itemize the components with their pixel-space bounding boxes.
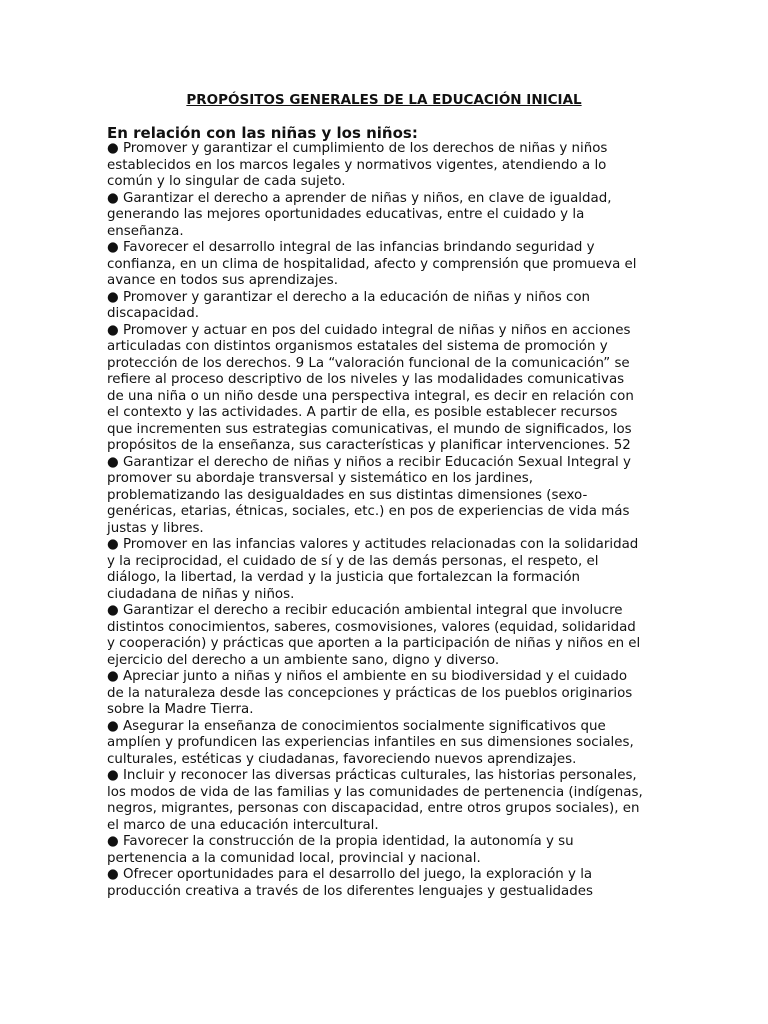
body-line: propósitos de la enseñanza, sus características y planificar intervenciones. 52 xyxy=(107,438,631,453)
body-line: problematizando las desigualdades en sus distintas dimensiones (sexo- xyxy=(107,487,588,503)
body-line: culturales, estéticas y ciudadanas, favoreciendo nuevos aprendizajes. xyxy=(107,751,577,767)
body-line: ● Promover y garantizar el cumplimiento de los derechos de niñas y niños xyxy=(107,141,608,156)
body-line: ● Favorecer el desarrollo integral de las infancias brindando seguridad y xyxy=(107,240,595,255)
body-line: producción creativa a través de los diferentes lenguajes y gestualidades xyxy=(107,883,593,899)
body-line: ejercicio del derecho a un ambiente sano, digno y diverso. xyxy=(107,652,500,668)
document-title: PROPÓSITOS GENERALES DE LA EDUCACIÓN INICIAL xyxy=(186,92,582,108)
body-line: ● Promover y garantizar el derecho a la educación de niñas y niños con xyxy=(107,289,591,305)
body-line: diálogo, la libertad, la verdad y la justicia que fortalezcan la formación xyxy=(107,570,581,585)
body-line: sobre la Madre Tierra. xyxy=(107,702,254,717)
body-line: articuladas con distintos organismos estatales del sistema de promoción y xyxy=(107,339,608,354)
body-line: ● Asegurar la enseñanza de conocimientos socialmente significativos que xyxy=(107,718,606,734)
section-heading: En relación con las niñas y los niños: xyxy=(107,124,418,142)
body-line: distintos conocimientos, saberes, cosmovisiones, valores (equidad, solidaridad xyxy=(107,619,636,635)
body-line: de la naturaleza desde las concepciones y prácticas de los pueblos originarios xyxy=(107,685,633,701)
body-line: ● Promover en las infancias valores y actitudes relacionadas con la solidaridad xyxy=(107,537,639,552)
body-line: pertenencia a la comunidad local, provincial y nacional. xyxy=(107,850,481,866)
body-line: genéricas, etarias, étnicas, sociales, etc.) en pos de experiencias de vida más xyxy=(107,504,630,519)
body-line: ● Apreciar junto a niñas y niños el ambiente en su biodiversidad y el cuidado xyxy=(107,669,628,684)
body-line: ● Favorecer la construcción de la propia identidad, la autonomía y su xyxy=(107,834,574,849)
body-line: enseñanza. xyxy=(107,223,184,239)
body-line: avance en todos sus aprendizajes. xyxy=(107,273,339,288)
body-line: común y lo singular de cada sujeto. xyxy=(107,174,346,189)
body-line: que incrementen sus estrategias comunicativas, el mundo de significados, los xyxy=(107,421,632,437)
document-body xyxy=(107,141,667,900)
body-line: ● Incluir y reconocer las diversas prácticas culturales, las historias personales, xyxy=(107,768,637,783)
body-line: discapacidad. xyxy=(107,306,200,321)
body-line: ● Garantizar el derecho de niñas y niños a recibir Educación Sexual Integral y xyxy=(107,454,631,470)
body-line: ciudadana de niñas y niños. xyxy=(107,586,295,602)
body-line: el contexto y las actividades. A partir de ella, es posible establecer recursos xyxy=(107,405,618,420)
body-line: establecidos en los marcos legales y normativos vigentes, atendiendo a lo xyxy=(107,157,607,173)
body-line: ● Garantizar el derecho a recibir educación ambiental integral que involucre xyxy=(107,603,623,618)
body-line: refiere al proceso descriptivo de los niveles y las modalidades comunicativas xyxy=(107,372,625,387)
body-line: amplíen y profundicen las experiencias infantiles en sus dimensiones sociales, xyxy=(107,735,634,750)
body-line: el marco de una educación intercultural. xyxy=(107,817,379,833)
body-line: y la reciprocidad, el cuidado de sí y de las demás personas, el respeto, el xyxy=(107,553,599,569)
body-line: ● Ofrecer oportunidades para el desarrollo del juego, la exploración y la xyxy=(107,867,593,882)
body-line: ● Garantizar el derecho a aprender de niñas y niños, en clave de igualdad, xyxy=(107,190,612,206)
body-line: promover su abordaje transversal y sistemático en los jardines, xyxy=(107,471,534,486)
body-line: confianza, en un clima de hospitalidad, afecto y comprensión que promueva el xyxy=(107,256,637,272)
body-line: los modos de vida de las familias y las comunidades de pertenencia (indígenas, xyxy=(107,784,643,800)
body-line: protección de los derechos. 9 La “valoración funcional de la comunicación” se xyxy=(107,355,630,371)
body-line: justas y libres. xyxy=(107,520,204,536)
body-line: de una niña o un niño desde una perspectiva integral, es decir en relación con xyxy=(107,388,634,404)
body-line: y cooperación) y prácticas que aporten a la participación de niñas y niños en el xyxy=(107,636,641,651)
body-line: negros, migrantes, personas con discapacidad, entre otros grupos sociales), en xyxy=(107,801,640,816)
body-line: generando las mejores oportunidades educativas, entre el cuidado y la xyxy=(107,207,585,222)
body-line: ● Promover y actuar en pos del cuidado integral de niñas y niños en acciones xyxy=(107,322,631,338)
